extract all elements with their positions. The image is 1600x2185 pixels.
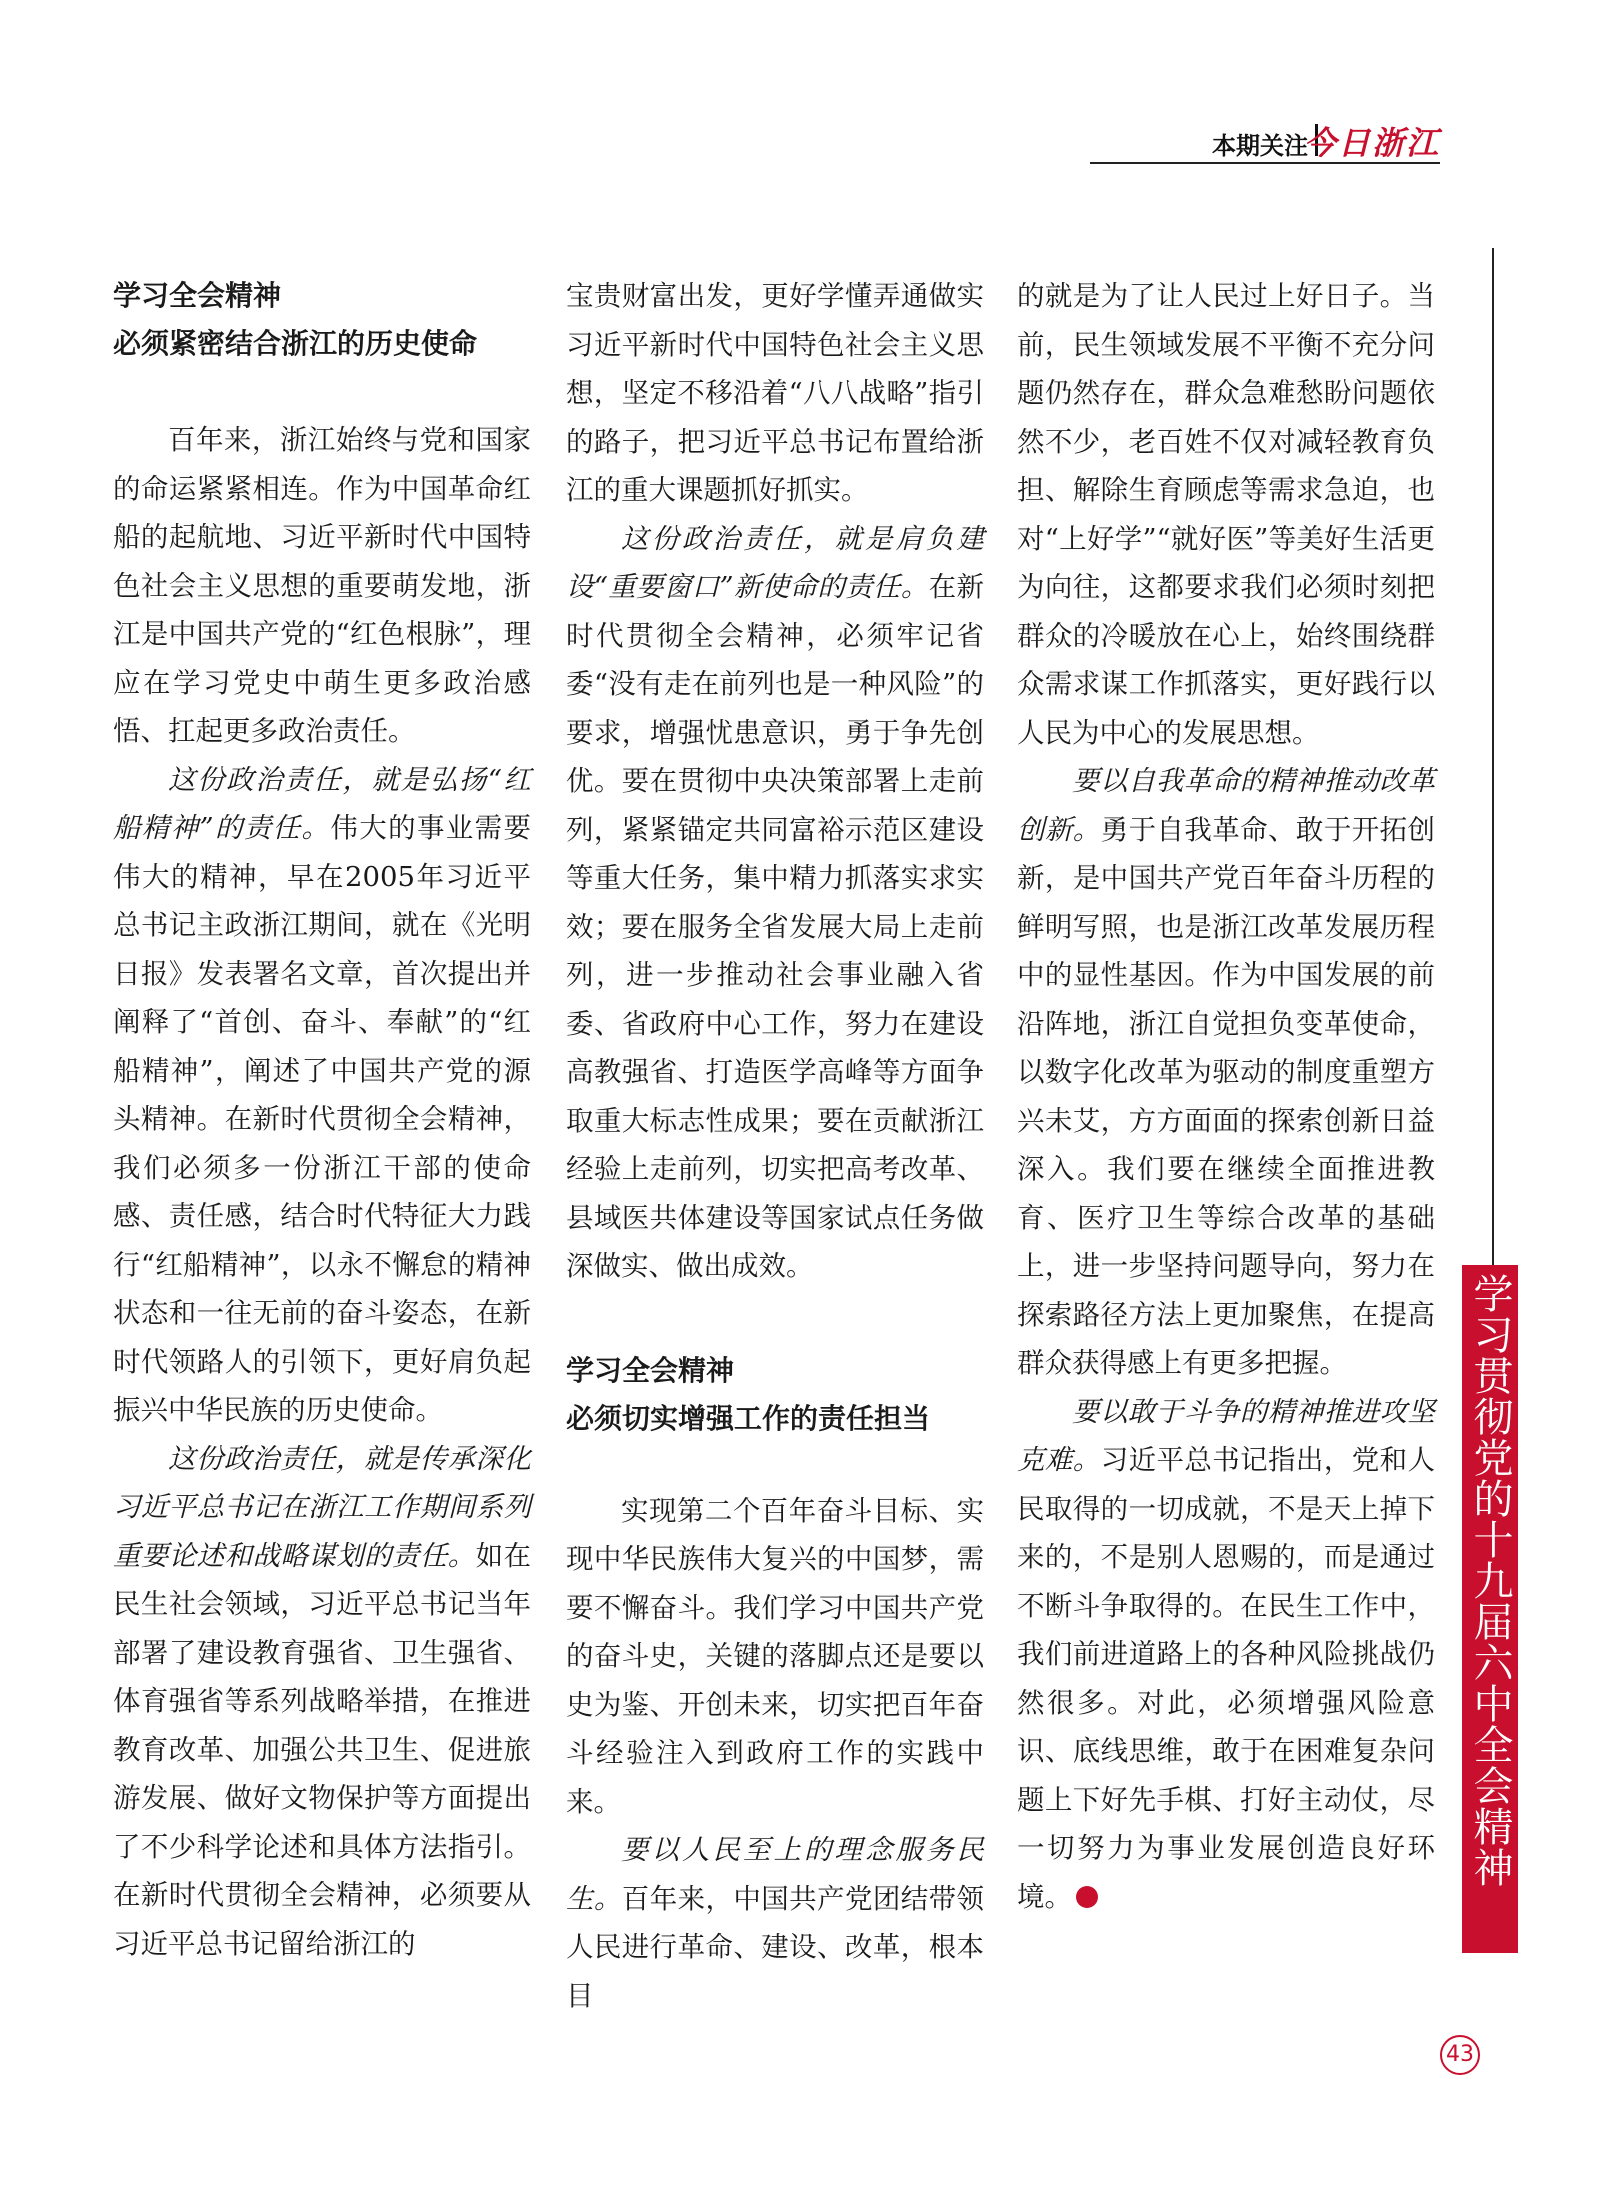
section-title: 本期关注 bbox=[1212, 132, 1308, 160]
article-paragraph bbox=[566, 515, 984, 1291]
article-paragraph bbox=[566, 1487, 984, 1827]
paragraph-text: 伟大的事业需要伟大的精神，早在2005年习近平总书记主政浙江期间，就在《光明日报》发表署名文章，首次提出并阐释了“首创、奋斗、奉献”的“红船精神”，阐述了中国共产党的源头精神。在新时代贯彻全会精神，我们必须多一份浙江干部的使命感、责任感，结合时代特征大力践行“红船精神”，以永不懈怠的精神状态和一往无前的奋斗姿态，在新时代领路人的引领下，更好肩负起振兴中华民族的历史使命。 bbox=[113, 812, 532, 1426]
article-paragraph bbox=[113, 416, 531, 756]
section-heading-line: 学习全会精神 bbox=[113, 279, 282, 312]
column-1 bbox=[113, 272, 531, 1968]
column-3 bbox=[1017, 272, 1435, 1921]
article-paragraph bbox=[1017, 1388, 1435, 1922]
paragraph-text: 如在民生社会领域，习近平总书记当年部署了建设教育强省、卫生强省、体育强省等系列战略举措，在推进教育改革、加强公共卫生、促进旅游发展、做好文物保护等方面提出了不少科学论述和具体方法指引。在新时代贯彻全会精神，必须要从习近平总书记留给浙江的 bbox=[113, 1539, 532, 1960]
page-header bbox=[1090, 118, 1440, 164]
paragraph-text: 习近平总书记指出，党和人民取得的一切成就，不是天上掉下来的，不是别人恩赐的，而是通过不断斗争取得的。在民生工作中，我们前进道路上的各种风险挑战仍然很多。对此，必须增强风险意识、底线思维，敢于在困难复杂问题上下好先手棋、打好主动仗，尽一切努力为事业发展创造良好环境。 bbox=[1017, 1444, 1436, 1913]
paragraph-lead: 要以敢于斗争的精神推进攻坚克难。 bbox=[1017, 1395, 1435, 1476]
article-paragraph bbox=[113, 1435, 531, 1969]
side-rule bbox=[1492, 248, 1494, 1268]
paragraph-text: 在新时代贯彻全会精神，必须牢记省委“没有走在前列也是一种风险”的要求，增强忧患意识，勇于争先创优。要在贯彻中央决策部署上走前列，紧紧锚定共同富裕示范区建设等重大任务，集中精力抓落实求实效；要在服务全省发展大局上走前列，进一步推动社会事业融入省委、省政府中心工作，努力在建设高教强省、打造医学高峰等方面争取重大标志性成果；要在贡献浙江经验上走前列，切实把高考改革、县域医共体建设等国家试点任务做深做实、做出成效。 bbox=[566, 571, 984, 1282]
paragraph-lead: 这份政治责任，就是肩负建设“重要窗口”新使命的责任。 bbox=[566, 522, 984, 603]
article-paragraph bbox=[113, 756, 531, 1435]
article-paragraph bbox=[566, 1826, 984, 2020]
paragraph-text: 百年来，浙江始终与党和国家的命运紧紧相连。作为中国革命红船的起航地、习近平新时代中国特色社会主义思想的重要萌发地，浙江是中国共产党的“红色根脉”，理应在学习党史中萌生更多政治感悟、扛起更多政治责任。 bbox=[113, 424, 531, 747]
section-heading bbox=[113, 272, 531, 368]
paragraph-text: 实现第二个百年奋斗目标、实现中华民族伟大复兴的中国梦，需要不懈奋斗。我们学习中国共产党的奋斗史，关键的落脚点还是要以史为鉴、开创未来，切实把百年奋斗经验注入到政府工作的实践中来。 bbox=[566, 1494, 984, 1818]
section-heading-line: 必须切实增强工作的责任担当 bbox=[566, 1401, 931, 1435]
section-heading-line: 学习全会精神 bbox=[566, 1353, 735, 1387]
page-number: 43 bbox=[1440, 2035, 1480, 2075]
paragraph-lead: 这份政治责任，就是传承深化习近平总书记在浙江工作期间系列重要论述和战略谋划的责任。 bbox=[113, 1442, 531, 1572]
section-heading-line: 必须紧密结合浙江的历史使命 bbox=[113, 327, 478, 360]
end-mark-icon bbox=[1076, 1886, 1098, 1908]
magazine-logo: 今日浙江 bbox=[1303, 124, 1440, 162]
paragraph-lead: 这份政治责任，就是弘扬“红船精神”的责任。 bbox=[113, 763, 531, 844]
paragraph-text: 的就是为了让人民过上好日子。当前，民生领域发展不平衡不充分问题仍然存在，群众急难愁盼问题依然不少，老百姓不仅对减轻教育负担、解除生育顾虑等需求急迫，也对“上好学”“就好医”等美好生活更为向往，这都要求我们必须时刻把群众的冷暖放在心上，始终围绕群众需求谋工作抓落实，更好践行以人民为中心的发展思想。 bbox=[1017, 280, 1435, 749]
section-heading bbox=[566, 1347, 984, 1443]
paragraph-text: 百年来，中国共产党团结带领人民进行革命、建设、改革，根本目 bbox=[566, 1882, 985, 2012]
article-paragraph bbox=[566, 272, 984, 515]
article-paragraph bbox=[1017, 757, 1435, 1388]
article-paragraph bbox=[1017, 272, 1435, 757]
topic-banner bbox=[1462, 1265, 1518, 1953]
topic-banner-text: 学习贯彻党的十九届六中全会精神 bbox=[1467, 1273, 1513, 1888]
paragraph-text: 宝贵财富出发，更好学懂弄通做实习近平新时代中国特色社会主义思想，坚定不移沿着“八八战略”指引的路子，把习近平总书记布置给浙江的重大课题抓好抓实。 bbox=[566, 280, 984, 506]
paragraph-text: 勇于自我革命、敢于开拓创新，是中国共产党百年奋斗历程的鲜明写照，也是浙江改革发展历程中的显性基因。作为中国发展的前沿阵地，浙江自觉担负变革使命，以数字化改革为驱动的制度重塑方兴未艾，方方面面的探索创新日益深入。我们要在继续全面推进教育、医疗卫生等综合改革的基础上，进一步坚持问题导向，努力在探索路径方法上更加聚焦，在提高群众获得感上有更多把握。 bbox=[1017, 813, 1436, 1379]
paragraph-lead: 要以自我革命的精神推动改革创新。 bbox=[1017, 765, 1435, 846]
column-2 bbox=[566, 272, 984, 2020]
paragraph-lead: 要以人民至上的理念服务民生。 bbox=[566, 1834, 984, 1915]
